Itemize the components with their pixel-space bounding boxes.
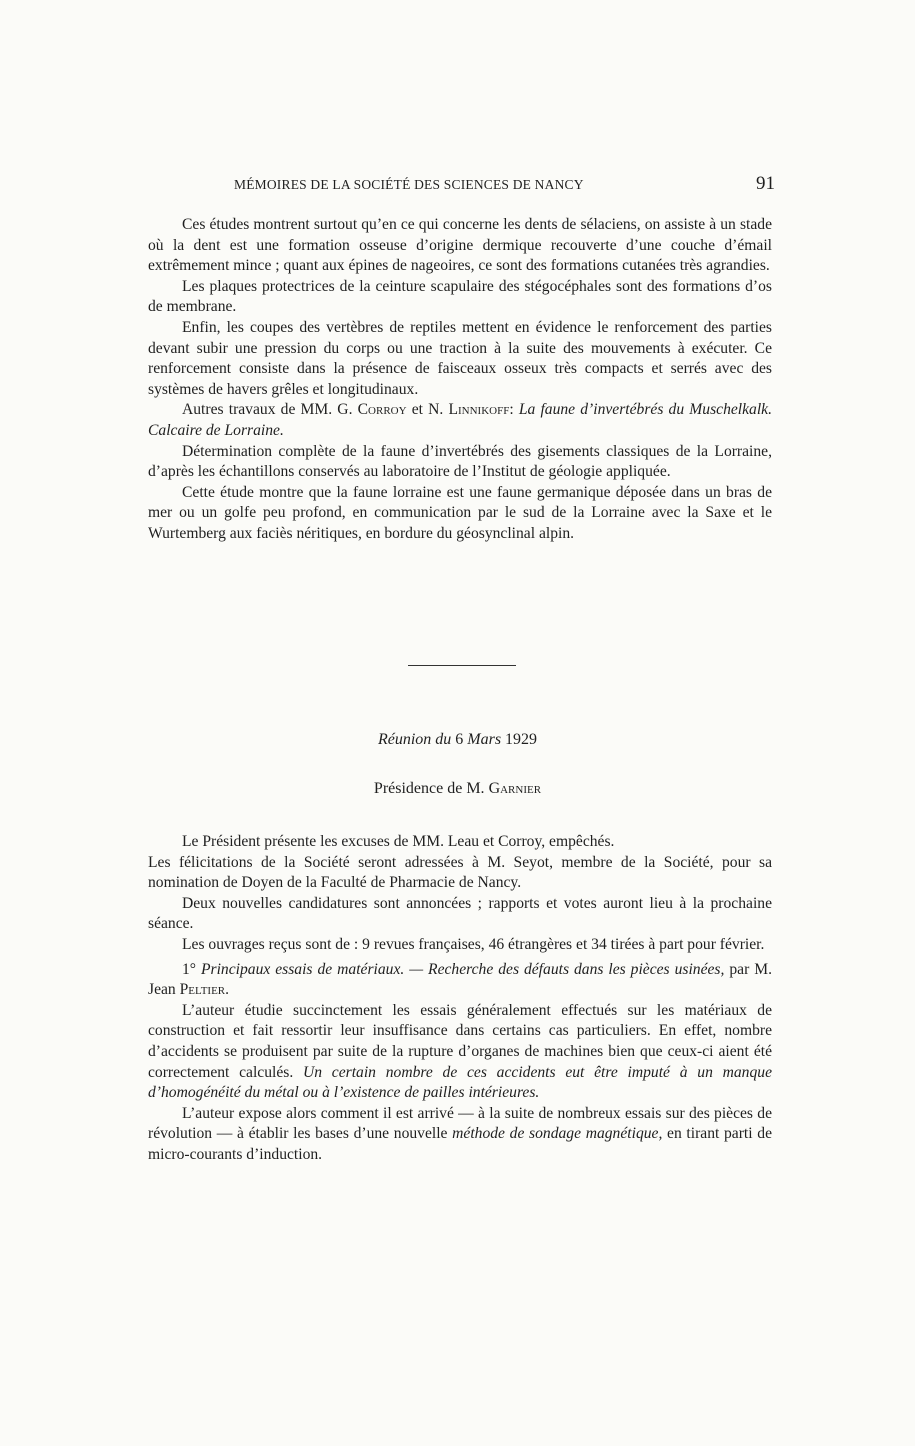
paragraph: Les plaques protectrices de la ceinture scapulaire des stégocéphales sont des formations d’os de membrane. [148,277,772,316]
paragraph-communication [148,960,772,1001]
text: : [509,401,519,419]
paragraph: Cette étude montre que la faune lorraine est une faune germanique déposée dans un bras de mer ou un golfe peu profond, en communication par le sud de la Lorraine avec la Saxe et le Wurtemberg aux faciès néritiques, en bordure du géosynclinal alpin. [148,483,772,542]
text: Présidence de M. [373,780,489,797]
author-name: Peltier [179,981,226,999]
president-name: Garnier [488,780,542,797]
work-title: La faune d’invertébrés du Muschelkalk. Calcaire de Lorraine. [148,401,773,439]
section-divider [408,665,516,666]
meeting-presidency [0,780,915,798]
emphasis: méthode de sondage magnétique, [452,1125,663,1143]
journal-title: MÉMOIRES DE LA SOCIÉTÉ DES SCIENCES DE NANCY [234,177,584,192]
paragraph [148,1104,772,1166]
emphasis: Un certain nombre de ces accidents eut être imputé à un manque d’homogénéité du métal ou à l’existence de pailles intérieures. [148,1063,772,1102]
page-number: 91 [756,173,775,194]
meeting-date [0,731,915,749]
text: L’auteur expose alors comment il est arrivé — à la suite de nombreux essais sur des pièces de révolution — à établir les bases d’une nouvelle [148,1104,772,1143]
text: et N. [406,401,449,419]
text: 1929 [501,731,538,748]
paragraph-other-works [148,400,772,441]
text: L’auteur étudie succinctement les essais généralement effectués sur les matériaux de construction et fait ressortir leur insuffisance dans certains cas particuliers. En effet, nombre d’accidents se produisent par suite de la rupture d’organes de machines bien que ceux-ci aient été correctement calculés. [148,1001,772,1081]
paragraph: Ces études montrent surtout qu’en ce qui concerne les dents de sélaciens, on assiste à un stade où la dent est une formation osseuse d’origine dermique recouverte d’une couche d’émail extrêmement mince ; quant aux épines de nageoires, ce sont des formations cutanées très agrandies. [148,216,772,275]
author-name: Linnikoff [448,401,510,419]
section-2 [148,832,772,1166]
text: Mars [467,731,502,748]
text: en tirant parti de micro-courants d’induction. [148,1125,772,1163]
text: Réunion du [377,731,452,748]
text: par M. Jean [148,960,772,999]
text: Autres travaux de MM. G. [182,401,358,419]
text: 6 [451,731,468,748]
paragraph: Deux nouvelles candidatures sont annoncées ; rapports et votes auront lieu à la prochaine séance. [148,894,772,933]
author-name: Corroy [357,401,407,419]
paragraph: Les ouvrages reçus sont de : 9 revues françaises, 46 étrangères et 34 tirées à part pour février. [182,935,765,953]
text: 1° [182,960,201,978]
paragraph [148,1001,772,1104]
running-header [150,173,775,197]
paragraph: Les félicitations de la Société seront adressées à M. Seyot, membre de la Société, pour sa nomination de Doyen de la Faculté de Pharmacie de Nancy. [148,853,772,892]
paragraph: Le Président présente les excuses de MM. Leau et Corroy, empêchés. [182,833,615,850]
communication-title: Principaux essais de matériaux. — Recherche des défauts dans les pièces usinées, [201,960,725,978]
section-1 [148,215,772,545]
paragraph: Détermination complète de la faune d’invertébrés des gisements classiques de la Lorraine, d’après les échantillons conservés au laboratoire de l’Institut de géologie appliquée. [148,442,772,481]
text: . [225,981,230,999]
paragraph: Enfin, les coupes des vertèbres de reptiles mettent en évidence le renforcement des parties devant subir une pression du corps ou une traction à la suite des mouvements à exécuter. Ce renforcement consiste dans la présence de faisceaux osseux très compacts et serrés avec des systèmes de havers grêles et longitudinaux. [148,318,772,398]
